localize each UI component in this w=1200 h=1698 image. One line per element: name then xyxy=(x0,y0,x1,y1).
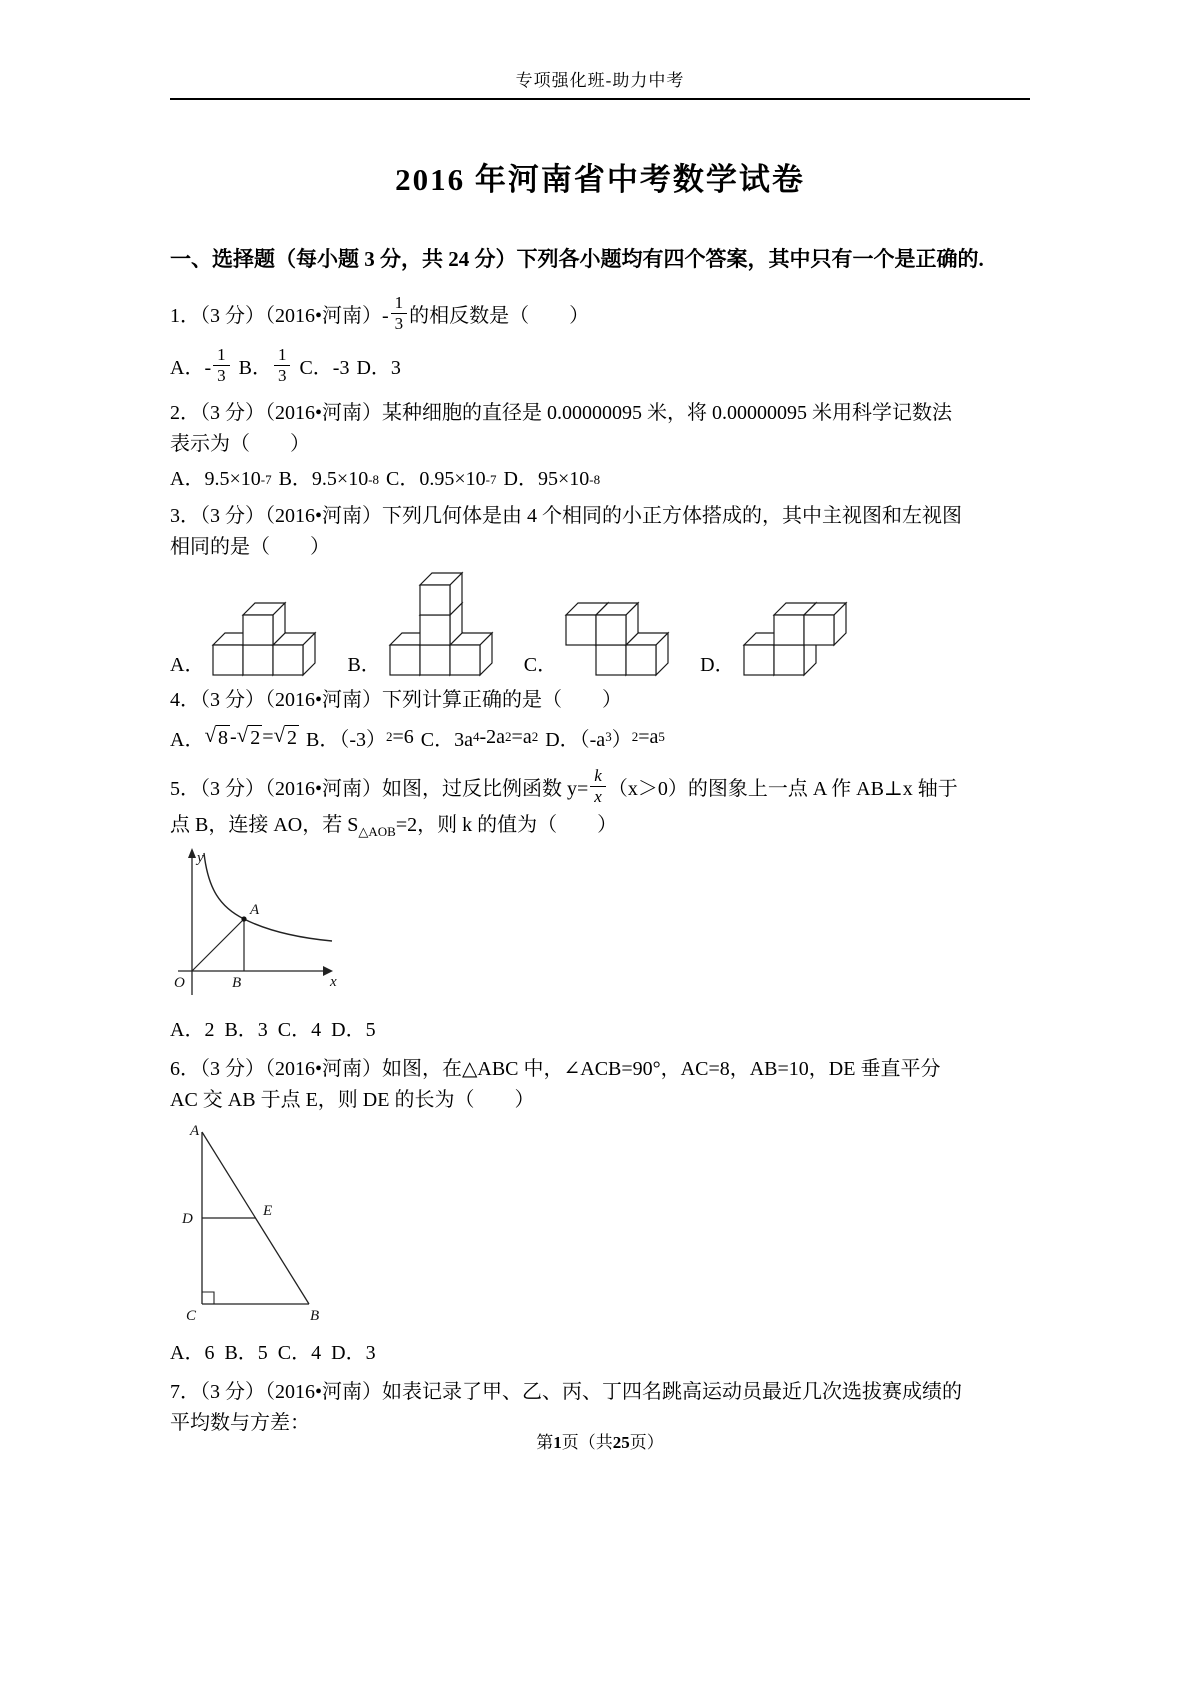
question-6-figure xyxy=(174,1122,1030,1332)
q1-option-b-label: B． xyxy=(238,356,272,379)
radical-sign: √ xyxy=(236,722,249,747)
q5-option-a: A．2 xyxy=(170,1019,215,1041)
equals-sign: = xyxy=(262,725,274,748)
vertex-b-label: B xyxy=(310,1308,320,1324)
q4-option-d: D．（-a 3 ） 2 =a 5 xyxy=(545,723,665,752)
q5-stem2-pre: 点 B，连接 AO，若 S xyxy=(170,814,359,836)
q5-triangle-subscript: △AOB xyxy=(358,824,396,839)
header-text: 专项强化班-助力中考 xyxy=(515,71,685,90)
radical-sign: √ xyxy=(204,722,216,747)
q6-option-a: A．6 xyxy=(170,1342,215,1364)
q4-option-b: B．（-3） 2 =6 xyxy=(306,723,414,752)
hyperbola-graph xyxy=(154,845,344,1003)
question-3-figures xyxy=(170,571,1030,677)
minus-sign: - xyxy=(229,725,237,748)
question-5-figure xyxy=(154,845,1030,1009)
q5-stem-post: （x＞0）的图象上一点 A 作 AB⊥x 轴于 xyxy=(607,777,958,800)
question-4-stem: 4．（3 分）（2016•河南）下列计算正确的是（ ） xyxy=(170,689,623,711)
q4-option-a xyxy=(170,723,299,752)
radicand: 2 xyxy=(287,726,297,749)
question-6-options xyxy=(170,1338,1030,1369)
q2-option-b-base: B．9.5×10 xyxy=(278,468,369,490)
q1-stem-post: 的相反数是（ ） xyxy=(409,304,590,327)
numerator: k xyxy=(594,765,602,785)
denominator: 3 xyxy=(391,313,408,334)
point-e-label: E xyxy=(263,1203,273,1219)
q3-figure-c-label: C． xyxy=(523,654,558,676)
radical-sign: √ xyxy=(273,722,285,747)
q2-option-d: D．95×10 -8 xyxy=(504,464,601,495)
numerator: 1 xyxy=(277,344,287,364)
denominator: 3 xyxy=(274,365,291,386)
point-d-label: D xyxy=(182,1211,193,1227)
q1-option-a-label: A．- xyxy=(170,356,212,379)
cube-figure-b xyxy=(386,571,500,677)
q3-figure-a-label: A． xyxy=(170,654,205,676)
question-3-stem xyxy=(170,501,1030,563)
q5-option-c: C．4 xyxy=(277,1019,322,1041)
radicand: 2 xyxy=(250,726,261,749)
point-b-label: B xyxy=(232,975,242,991)
sqrt-2-result xyxy=(273,722,299,750)
question-2-options xyxy=(170,464,1030,495)
question-4-options xyxy=(170,720,1030,754)
question-6-stem xyxy=(170,1054,1030,1116)
q6-option-b: B．5 xyxy=(224,1342,268,1364)
cube-figure-c xyxy=(562,601,676,677)
axis-label-y: y xyxy=(197,850,204,866)
numerator: 1 xyxy=(217,344,226,364)
q4-option-d-post: =a xyxy=(638,725,659,748)
q1-option-a-fraction xyxy=(213,345,230,385)
cube-figure-a xyxy=(209,599,323,677)
radicand: 8 xyxy=(217,726,228,749)
q5-stem2-post: =2，则 k 的值为（ ） xyxy=(395,814,618,836)
q2-option-a: A．9.5×10 -7 xyxy=(170,464,272,495)
q6-stem-line1: 6．（3 分）（2016•河南）如图，在△ABC 中，∠ACB=90°，AC=8，AB=10，DE 垂直平分 xyxy=(170,1058,941,1080)
footer-page-number: 1 xyxy=(553,1433,562,1452)
question-1-stem xyxy=(170,288,1030,338)
sqrt-8 xyxy=(204,722,230,750)
q2-option-a-base: A．9.5×10 xyxy=(170,468,261,490)
q4-option-c-post: =a xyxy=(511,725,532,748)
q2-stem-line1: 2．（3 分）（2016•河南）某种细胞的直径是 0.00000095 米，将 0.00000095 米用科学记数法 xyxy=(170,402,953,424)
vertex-c-label: C xyxy=(186,1308,197,1324)
q2-option-c-base: C．0.95×10 xyxy=(386,468,486,490)
footer-pre: 第 xyxy=(536,1433,554,1452)
q5-k-over-x-fraction xyxy=(590,766,606,806)
question-5-stem-line2 xyxy=(170,810,1030,841)
q3-figure-a xyxy=(170,599,323,677)
q3-figure-b xyxy=(347,571,499,677)
q4-option-c-mid: -2a xyxy=(479,725,506,748)
triangle-figure xyxy=(174,1122,339,1326)
q1-option-a xyxy=(170,345,232,385)
section-heading: 一、选择题（每小题 3 分，共 24 分）下列各小题均有四个答案，其中只有一个是正确的. xyxy=(170,247,984,271)
q1-option-d: D．3 xyxy=(356,356,401,379)
page-title: 2016 年河南省中考数学试卷 xyxy=(395,162,805,197)
denominator: 3 xyxy=(213,365,230,386)
q6-option-d: D．3 xyxy=(331,1342,376,1364)
q4-option-c-base: C．3a xyxy=(420,728,473,751)
q7-stem-line2: 平均数与方差： xyxy=(170,1412,310,1434)
q5-stem-pre: 5．（3 分）（2016•河南）如图，过反比例函数 y= xyxy=(170,777,589,800)
q1-option-b-fraction xyxy=(274,345,291,385)
q3-figure-c xyxy=(524,601,676,677)
page-footer xyxy=(0,1428,1200,1453)
question-2-stem xyxy=(170,398,1030,460)
numerator: 1 xyxy=(394,292,404,312)
q5-option-b: B．3 xyxy=(224,1019,268,1041)
footer-post: 页） xyxy=(629,1433,664,1452)
q1-stem-fraction xyxy=(391,293,408,333)
question-5-stem-line1 xyxy=(170,762,1030,810)
axis-label-x: x xyxy=(330,974,337,990)
q1-stem-pre: 1．（3 分）（2016•河南）- xyxy=(170,304,389,327)
question-5-options xyxy=(170,1015,1030,1046)
q4-option-d-base: D．（-a xyxy=(545,728,606,751)
q6-stem-line2: AC 交 AB 于点 E，则 DE 的长为（ ） xyxy=(170,1089,535,1111)
q6-option-c: C．4 xyxy=(277,1342,322,1364)
q4-option-c: C．3a 4 -2a 2 =a 2 xyxy=(421,723,538,752)
q2-option-d-base: D．95×10 xyxy=(503,468,590,490)
q1-option-b xyxy=(239,345,293,385)
q4-option-b-post: =6 xyxy=(392,725,414,748)
q4-option-d-mid: ） xyxy=(611,728,632,751)
footer-mid: 页（共 xyxy=(561,1433,613,1452)
origin-label: O xyxy=(174,975,185,991)
q7-stem-line1: 7．（3 分）（2016•河南）如表记录了甲、乙、丙、丁四名跳高运动员最近几次选拔赛成绩的 xyxy=(170,1381,963,1403)
q4-option-a-label: A． xyxy=(170,728,205,751)
question-1-options xyxy=(170,342,1030,388)
cube-figure-d xyxy=(740,601,854,677)
q3-figure-d xyxy=(700,601,853,677)
q3-figure-d-label: D． xyxy=(700,654,735,676)
denominator: x xyxy=(590,786,606,807)
q3-stem-line1: 3．（3 分）（2016•河南）下列几何体是由 4 个相同的小正方体搭成的，其中主视图和左视图 xyxy=(170,505,963,527)
q1-option-c: C．-3 xyxy=(299,356,350,379)
point-a-label: A xyxy=(250,902,260,918)
q2-option-b: B．9.5×10 -8 xyxy=(279,464,379,495)
q5-option-d: D．5 xyxy=(331,1019,376,1041)
q2-stem-line2: 表示为（ ） xyxy=(170,433,310,455)
q4-option-b-base: B．（-3） xyxy=(306,728,386,751)
footer-total-pages: 25 xyxy=(612,1433,630,1452)
q2-option-c: C．0.95×10 -7 xyxy=(386,464,496,495)
vertex-a-label: A xyxy=(190,1123,200,1139)
q3-figure-b-label: B． xyxy=(347,654,381,676)
sqrt-2 xyxy=(236,722,263,750)
page-header xyxy=(170,66,1030,100)
q3-stem-line2: 相同的是（ ） xyxy=(170,536,330,558)
